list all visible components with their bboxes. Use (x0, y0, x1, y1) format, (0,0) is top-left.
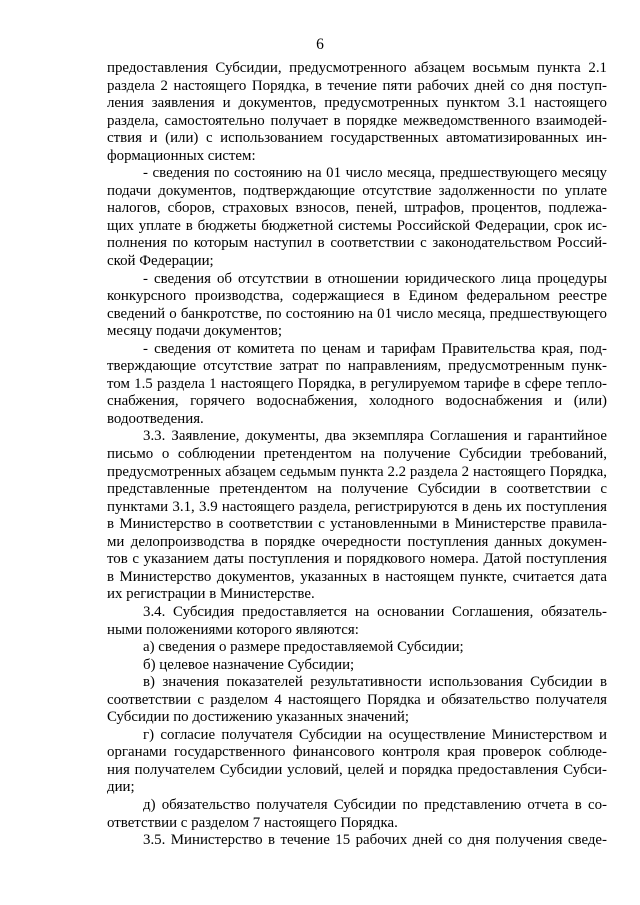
text-line: в Министерство в соответствии с установленными в Министерстве правила- (107, 516, 607, 533)
paragraph-tax-debt (107, 165, 607, 270)
text-line: ми делопроизводства в порядке очередности поступления данных докумен- (107, 533, 607, 550)
text-line: тов с указанием даты поступления и порядкового номера. Датой поступления (107, 551, 607, 568)
text-line: д) обязательство получателя Субсидии по представлению отчета в со- (143, 796, 607, 813)
text-line: 3.5. Министерство в течение 15 рабочих дней со дня получения сведе- (143, 832, 607, 849)
text-line: в Министерство документов, указанных в настоящем пункте, считается дата (107, 568, 607, 585)
document-body (107, 60, 607, 850)
paragraph-3-3 (107, 428, 607, 603)
text-line: 3.3. Заявление, документы, два экземпляра Соглашения и гарантийное (143, 428, 607, 445)
text-line: снабжения, горячего водоснабжения, холодного водоснабжения и (или) (107, 393, 607, 410)
text-line: в) значения показателей результативности использования Субсидии в (143, 674, 607, 691)
text-line: - сведения от комитета по ценам и тарифам Правительства края, под- (143, 340, 607, 357)
text-line: подачи документов, подтверждающие отсутствие задолженности по уплате (107, 182, 607, 199)
paragraph-3-5 (107, 832, 607, 850)
paragraph-tariffs (107, 341, 607, 429)
text-line: ответствии с разделом 7 настоящего Порядка. (107, 814, 398, 831)
text-line: раздела, самостоятельно получает в порядке межведомственного взаимодей- (107, 112, 607, 129)
text-line: раздела 2 настоящего Порядка, в течение пяти рабочих дней со дня поступ- (107, 77, 607, 94)
text-line: предоставления Субсидии, предусмотренного абзацем восьмым пункта 2.1 (107, 60, 607, 76)
text-line: конкурсного производства, содержащиеся в Едином федеральном реестре (107, 288, 607, 305)
text-line: ской Федерации; (107, 253, 214, 270)
text-line: Субсидии по достижению указанных значений; (107, 709, 409, 726)
paragraph-a (107, 639, 607, 657)
text-line: пунктами 3.1, 3.9 настоящего раздела, регистрируются в день их поступления (107, 498, 607, 515)
paragraph-g (107, 727, 607, 797)
text-line: тверждающие отсутствие затрат по направлениям, предусмотренным пунк- (107, 358, 607, 375)
text-line: дии; (107, 779, 135, 796)
text-line: сведений о банкротстве, по состоянию на 01 число месяца, предшествующего (107, 305, 607, 322)
text-line: а) сведения о размере предоставляемой Субсидии; (143, 639, 464, 656)
text-line: полнения по которым наступил в соответствии с законодательством Россий- (107, 235, 607, 252)
text-line: налогов, сборов, страховых взносов, пеней, штрафов, процентов, подлежа- (107, 200, 607, 217)
text-line: 3.4. Субсидия предоставляется на основании Соглашения, обязатель- (143, 603, 607, 620)
text-line: ными положениями которого являются: (107, 621, 359, 638)
paragraph-bankruptcy (107, 271, 607, 341)
paragraph-3-4 (107, 604, 607, 639)
text-line: предусмотренных абзацем седьмым пункта 2.2 раздела 2 настоящего Порядка, (107, 463, 607, 480)
paragraph-intro (107, 60, 607, 165)
text-line: письмо о соблюдении претендентом на получение Субсидии требований, (107, 446, 607, 463)
text-line: щих уплате в бюджеты бюджетной системы Российской Федерации, срок ис- (107, 217, 607, 234)
text-line: ления заявления и документов, предусмотренных пунктом 3.1 настоящего (107, 95, 607, 112)
paragraph-d (107, 797, 607, 832)
paragraph-b (107, 657, 607, 675)
text-line: органами государственного финансового контроля края проверок соблюде- (107, 744, 607, 761)
text-line: водоотведения. (107, 410, 204, 427)
text-line: месяцу подачи документов; (107, 323, 282, 340)
text-line: ния получателем Субсидии условий, целей и порядка предоставления Субси- (107, 761, 607, 778)
text-line: соответствии с разделом 4 настоящего Порядка и обязательство получателя (107, 691, 607, 708)
text-line: - сведения по состоянию на 01 число месяца, предшествующего месяцу (143, 165, 607, 182)
page-number: 6 (316, 36, 324, 53)
text-line: том 1.5 раздела 1 настоящего Порядка, в регулируемом тарифе в сфере тепло- (107, 375, 607, 392)
text-line: представленные претендентом на получение Субсидии в соответствии с (107, 481, 607, 498)
text-line: ствия и (или) с использованием государственных автоматизированных ин- (107, 130, 607, 147)
text-line: формационных систем: (107, 147, 256, 164)
text-line: - сведения об отсутствии в отношении юридического лица процедуры (143, 270, 607, 287)
paragraph-v (107, 674, 607, 727)
text-line: б) целевое назначение Субсидии; (143, 656, 355, 673)
text-line: их регистрации в Министерстве. (107, 586, 315, 603)
text-line: г) согласие получателя Субсидии на осуществление Министерством и (143, 726, 607, 743)
